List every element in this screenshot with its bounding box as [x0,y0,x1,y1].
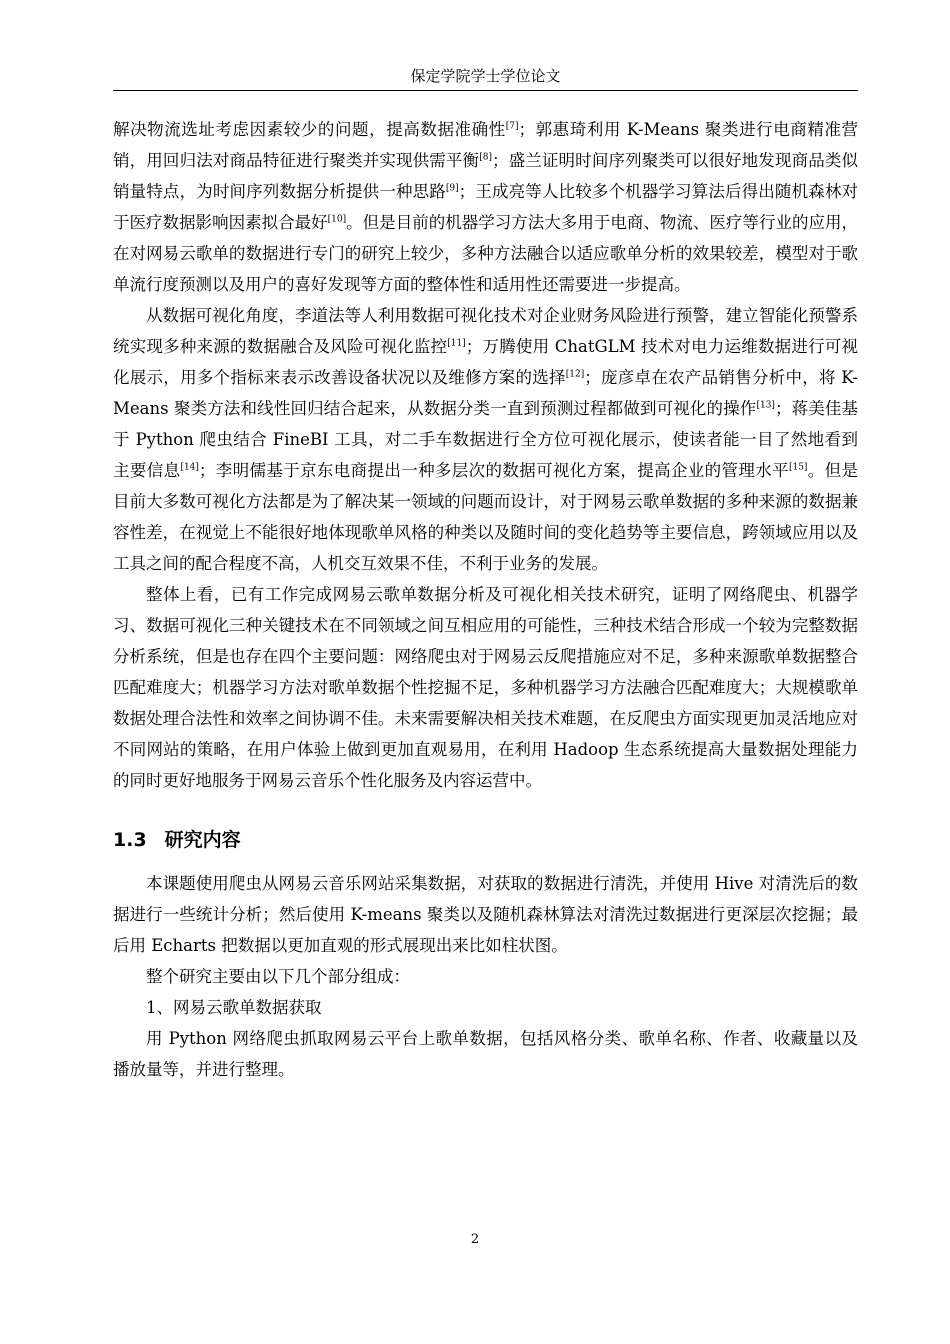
text-run: ；王成亮等人比较多个机器学习算法后得出随机森林对于医疗数据影响因素拟合最好 [113,182,859,232]
citation-9: [9] [445,183,459,194]
text-run: ；万腾使用 ChatGLM 技术对电力运维数据进行可视化展示，用多个指标来表示改善设备状况以及维修方案的选择 [113,337,859,387]
citation-13: [13] [756,400,775,411]
paragraph-4: 本课题使用爬虫从网易云音乐网站采集数据，对获取的数据进行清洗，并使用 Hive 对清洗后的数据进行一些统计分析；然后使用 K-means 聚类以及随机森林算法对清洗过数据进行更深层次挖掘；最后用 Echarts 把数据以更加直观的形式展现出来比如柱状图。 [113,874,858,955]
section-number: 1.3 [113,829,147,851]
citation-15: [15] [788,462,808,473]
citation-14: [14] [180,462,199,473]
paragraph-7: 用 Python 网络爬虫抓取网易云平台上歌单数据，包括风格分类、歌单名称、作者、收藏量以及播放量等，并进行整理。 [113,1029,858,1079]
text-run: ；庞彦卓在农产品销售分析中，将 K-Means 聚类方法和线性回归结合起来，从数据分类一直到预测过程都做到可视化的操作 [113,368,858,418]
citation-10: [10] [327,214,347,225]
list-item-1: 1、网易云歌单数据获取 [146,998,322,1017]
citation-7: [7] [505,121,519,132]
text-run: 解决物流选址考虑因素较少的问题，提高数据准确性 [113,120,506,139]
text-run: ；盛兰证明时间序列聚类可以很好地发现商品类似销量特点，为时间序列数据分析提供一种思路 [113,151,859,201]
text-run: ；郭惠琦利用 K-Means 聚类进行电商精准营销，用回归法对商品特征进行聚类并实现供需平衡 [113,120,858,170]
paragraph-2 [113,300,858,579]
paragraph-3: 整体上看，已有工作完成网易云歌单数据分析及可视化相关技术研究，证明了网络爬虫、机器学习、数据可视化三种关键技术在不同领域之间互相应用的可能性，三种技术结合形成一个较为完整数据分析系统，但是也存在四个主要问题：网络爬虫对于网易云反爬措施应对不足，多种来源歌单数据整合匹配难度大；机器学习方法对歌单数据个性挖掘不足，多种机器学习方法融合匹配难度大；大规模歌单数据处理合法性和效率之间协调不佳。未来需要解决相关技术难题，在反爬虫方面实现更加灵活地应对不同网站的策略，在用户体验上做到更加直观易用，在利用 Hadoop 生态系统提高大量数据处理能力的同时更好地服务于网易云音乐个性化服务及内容运营中。 [113,585,858,790]
text-run: ；李明儒基于京东电商提出一种多层次的数据可视化方案，提高企业的管理水平 [198,461,789,480]
text-run: 。但是目前大多数可视化方法都是为了解决某一领域的问题而设计，对于网易云歌单数据的多种来源的数据兼容性差，在视觉上不能很好地体现歌单风格的种类以及随时间的变化趋势等主要信息，跨领域应用以及工具之间的配合程度不高，人机交互效果不佳，不利于业务的发展。 [113,461,859,573]
citation-11: [11] [447,338,466,349]
header-title: 保定学院学士学位论文 [410,67,561,85]
section-title: 研究内容 [164,829,241,851]
body-text [113,114,858,1085]
section-heading [113,826,858,854]
text-run: 从数据可视化角度，李道法等人利用数据可视化技术对企业财务风险进行预警，建立智能化预警系统实现多种来源的数据融合及风险可视化监控 [113,306,858,356]
page-number: 2 [470,1232,480,1247]
citation-12: [12] [565,369,585,380]
text-run: ；蒋美佳基于 Python 爬虫结合 FineBI 工具，对二手车数据进行全方位可视化展示，使读者能一目了然地看到主要信息 [113,399,859,480]
text-run: 。但是目前的机器学习方法大多用于电商、物流、医疗等行业的应用，在对网易云歌单的数据进行专门的研究上较少，多种方法融合以适应歌单分析的效果较差，模型对于歌单流行度预测以及用户的喜好发现等方面的整体性和适用性还需要进一步提高。 [113,213,859,294]
paragraph-5: 整个研究主要由以下几个部分组成： [146,967,410,986]
running-header [113,66,858,91]
citation-8: [8] [479,152,492,163]
paragraph-1 [113,114,858,300]
